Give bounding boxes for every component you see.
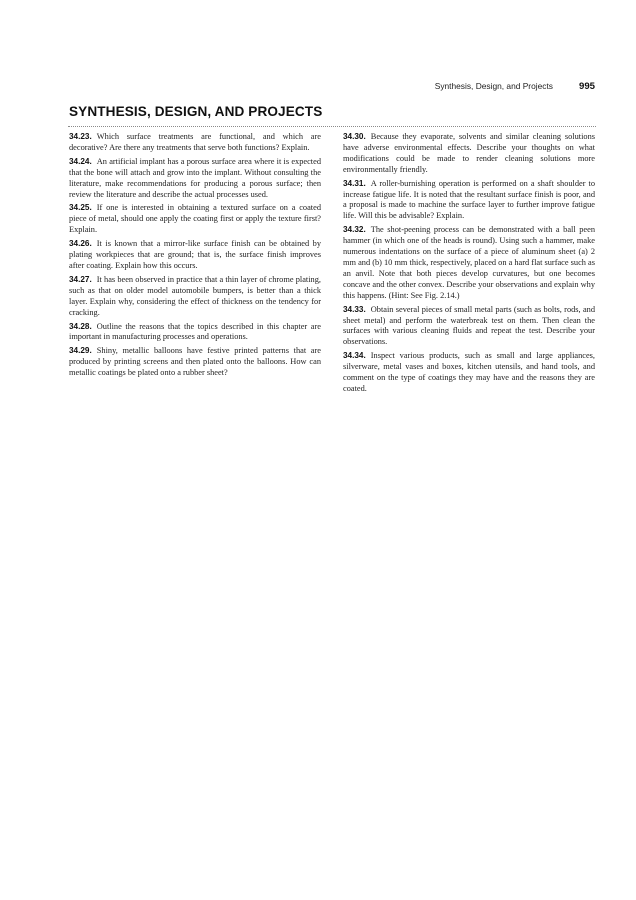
- problem-34-25: [69, 203, 321, 236]
- problem-text: Because they evaporate, solvents and similar cleaning solutions have adverse environmental effects. Describe your thoughts on what modifications could be made to render cleaning solutions more environmentally friendly.: [343, 132, 595, 174]
- section-divider: [68, 126, 596, 127]
- running-head: [435, 81, 595, 92]
- problem-number: 34.27.: [69, 274, 92, 284]
- problem-text: The shot-peening process can be demonstrated with a ball peen hammer (in which one of the heads is round). Using such a hammer, make numerous indentations on the surface of a piece of aluminum sheet (a) 2 mm and (b) 10 mm thick, respectively, placed on a hard flat surface such as an anvil. Note that both pieces develop curvatures, but one becomes concave and the other convex. Describe your observations and explain why this happens. (Hint: See Fig. 2.14.): [343, 225, 595, 300]
- problem-number: 34.29.: [69, 346, 92, 356]
- problem-text: It has been observed in practice that a thin layer of chrome plating, such as that on older model automobile bumpers, is better than a thick layer. Explain why, considering the effect of thickness on the tendency for cracking.: [69, 274, 321, 317]
- problem-text: If one is interested in obtaining a textured surface on a coated piece of metal, should one apply the coating first or apply the texture first? Explain.: [69, 203, 321, 235]
- problem-text: Inspect various products, such as small and large appliances, silverware, metal vases and boxes, kitchen utensils, and hand tools, and comment on the type of coatings they may have and the reasons they are coated.: [343, 351, 595, 393]
- problem-text: Shiny, metallic balloons have festive printed patterns that are produced by printing screens and then plated onto the balloons. How can metallic coatings be plated onto a rubber sheet?: [69, 346, 321, 378]
- problem-text: Outline the reasons that the topics described in this chapter are important in manufacturing processes and operations.: [69, 321, 321, 342]
- problem-34-30: [343, 132, 595, 176]
- problem-number: 34.30.: [343, 132, 366, 141]
- problem-number: 34.31.: [343, 178, 366, 188]
- problem-text: An artificial implant has a porous surface area where it is expected that the bone will attach and grow into the implant. Without consulting the literature, make recommendations for producing a porous surface; then review the literature and describe the actual processes used.: [69, 156, 321, 199]
- problem-text: Which surface treatments are functional, and which are decorative? Are there any treatments that serve both functions? Explain.: [69, 132, 321, 152]
- problem-number: 34.34.: [343, 351, 366, 361]
- problem-number: 34.26.: [69, 239, 92, 249]
- problem-number: 34.28.: [69, 321, 92, 331]
- problem-34-29: [69, 346, 321, 379]
- problems-columns: [69, 132, 595, 398]
- problem-34-31: [343, 179, 595, 223]
- problem-34-33: [343, 305, 595, 349]
- running-title: Synthesis, Design, and Projects: [434, 81, 553, 91]
- problem-number: 34.32.: [343, 225, 366, 235]
- problem-number: 34.23.: [69, 132, 92, 141]
- section-title: SYNTHESIS, DESIGN, AND PROJECTS: [69, 104, 323, 119]
- problem-text: A roller-burnishing operation is performed on a shaft shoulder to increase fatigue life. It is noted that the resultant surface finish is poor, and a proposal is made to machine the surface layer to further improve fatigue life. Will this be advisable? Explain.: [343, 178, 595, 221]
- left-column: [69, 132, 321, 398]
- problem-text: It is known that a mirror-like surface finish can be obtained by plating workpieces that are ground; that is, the surface finish improves after coating. Explain how this occurs.: [69, 239, 321, 270]
- problem-text: Obtain several pieces of small metal parts (such as bolts, rods, and sheet metal) and perform the waterbreak test on them. Then clean the surfaces with various cleaning fluids and repeat the test. Describe your observations.: [343, 304, 595, 347]
- problem-34-32: [343, 225, 595, 301]
- problem-number: 34.24.: [69, 156, 92, 166]
- problem-34-34: [343, 351, 595, 395]
- problem-34-24: [69, 157, 321, 201]
- problem-34-27: [69, 275, 321, 319]
- page-number: 995: [578, 81, 595, 92]
- problem-34-23: [69, 132, 321, 154]
- problem-34-28: [69, 322, 321, 344]
- problem-number: 34.33.: [343, 304, 366, 314]
- problem-number: 34.25.: [69, 203, 92, 213]
- problem-34-26: [69, 239, 321, 272]
- right-column: [343, 132, 595, 398]
